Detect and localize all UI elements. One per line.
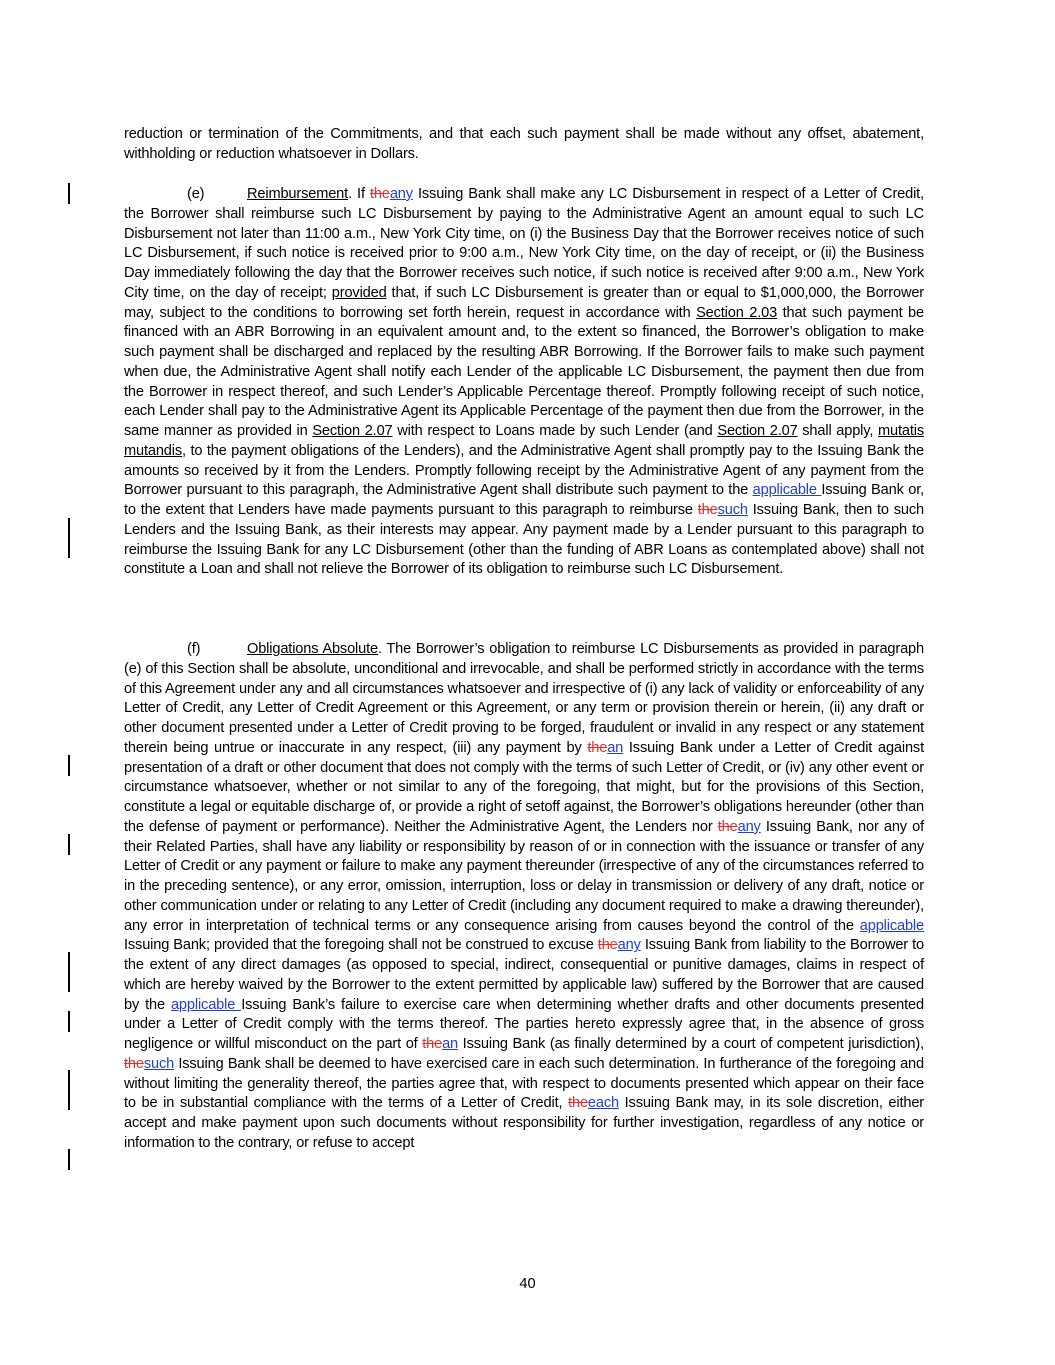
text-run: that, if such LC Disbursement is greater than or equal to $1,000,000, the Borrower may, subject to the conditions to borrowing set forth herein, request in accordance with <box>124 284 925 321</box>
defined-term: provided <box>331 284 387 301</box>
change-bar <box>68 952 70 992</box>
deleted-text: the <box>568 1095 588 1112</box>
change-bar <box>68 1011 70 1032</box>
inserted-text: applicable <box>752 482 822 499</box>
text-run: Issuing Bank, nor any of their Related Parties, shall have any liability or responsibility by reason of or in connection with the issuance or transfer of any Letter of Credit or any payment or failure to make any payment thereunder (irrespective of any of the circumstances referred to in the preceding sentence), or any error, omission, interruption, loss or delay in transmission or delivery of any draft, notice or other communication under or relating to any Letter of Credit (including any document required to make a drawing thereunder), any error in interpretation of technical terms or any consequence arising from causes beyond the control of the <box>124 818 924 934</box>
text-run: Issuing Bank under a Letter of Credit against presentation of a draft or other document that does not comply with the terms of such Letter of Credit, or (iv) any other event or circumstance whatsoever, whether or not similar to any of the foregoing, that might, but for the provisions of this Section, constitute a legal or equitable discharge of, or provide a right of setoff against, the Borrower’s obligations hereunder (other than the defense of payment or performance). Neither the Administrative Agent, the Lenders nor <box>124 739 924 835</box>
inserted-text: such <box>143 1055 175 1072</box>
section-reference: Section 2.07 <box>312 423 393 439</box>
text-run: Issuing Bank (as finally determined by a court of competent jurisdiction), <box>458 1036 924 1052</box>
deleted-text: the <box>717 818 738 835</box>
section-reference: Section 2.07 <box>717 423 798 439</box>
inserted-text: any <box>617 937 641 954</box>
section-reference: Section 2.03 <box>696 304 778 321</box>
deleted-text: the <box>422 1036 443 1052</box>
intro-paragraph: reduction or termination of the Commitments, and that each such payment shall be made without any offset, abatement, withholding or reduction whatsoever in Dollars. <box>124 126 924 162</box>
change-bar <box>68 834 70 855</box>
text-run: Issuing Bank may, in its sole discretion, either accept and make payment upon such documents without responsibility for further investigation, regardless of any notice or information to the contrary, or refuse to accept <box>124 1095 925 1151</box>
text-run: Issuing Bank from liability to the Borrower to the extent of any direct damages (as opposed to special, indirect, consequential or punitive damages, claims in respect of which are hereby waived by the Borrower to the extent permitted by applicable law) suffered by the Borrower that are caused by the <box>124 937 924 1013</box>
deleted-text: the <box>597 937 618 954</box>
section-label: (e) <box>187 186 205 202</box>
text-run: Issuing Bank’s failure to exercise care when determining whether drafts and other documents presented under a Letter of Credit comply with the terms thereof. The parties hereto expressly agree that, in the absence of gross negligence or willful misconduct on the part of <box>124 996 924 1052</box>
deleted-text: the <box>124 1055 144 1072</box>
text-run: Issuing Bank shall make any LC Disbursement in respect of a Letter of Credit, the Borrower shall reimburse such LC Disbursement by paying to the Administrative Agent an amount equal to such LC Disbursement not later than 11:00 a.m., New York City time, on (i) the Business Day that the Borrower receives notice of such LC Disbursement, if such notice is received prior to 9:00 a.m., New York City time, on the day of receipt, or (ii) the Business Day immediately following the day that the Borrower receives such notice, if such notice is received after 9:00 a.m., New York City time, on the day of receipt; <box>124 186 924 301</box>
inserted-text: each <box>587 1095 619 1112</box>
latin-term: mutandis <box>124 442 183 459</box>
text-run: . The Borrower’s obligation to reimburse LC Disbursements as provided in paragraph (e) of this Section shall be absolute, unconditional and irrevocable, and shall be performed strictly in accordance with the terms of this Agreement under any and all circumstances whatsoever and irrespective of (i) any lack of validity or enforceability of any Letter of Credit, any Letter of Credit Agreement or this Agreement, or any term or provision therein or herein, (ii) any draft or other document presented under a Letter of Credit proving to be forged, fraudulent or invalid in any respect or any statement therein being untrue or inaccurate in any respect, (iii) any payment by <box>124 641 924 756</box>
change-bar <box>68 1149 70 1170</box>
latin-term: mutatis <box>877 423 924 439</box>
change-bar <box>68 1070 70 1110</box>
inserted-text: such <box>717 502 748 518</box>
section-e-paragraph <box>124 185 924 580</box>
text-run: with respect to Loans made by such Lender (and <box>392 423 718 439</box>
inserted-text: applicable <box>859 917 924 934</box>
inserted-text: an <box>442 1036 459 1052</box>
text-run: Issuing Bank or, to the extent that Lenders have made payments pursuant to this paragraph to reimburse <box>124 482 924 518</box>
text-run: that such payment be financed with an ABR Borrowing in an equivalent amount and, to the extent so financed, the Borrower’s obligation to make such payment shall be discharged and replaced by the resulting ABR Borrowing. If the Borrower fails to make such payment when due, the Administrative Agent shall notify each Lender of the applicable LC Disbursement, the payment then due from the Borrower in respect thereof, and such Lender’s Applicable Percentage thereof. Promptly following receipt of such notice, each Lender shall pay to the Administrative Agent its Applicable Percentage of the payment then due from the Borrower, in the same manner as provided in <box>124 304 924 439</box>
deleted-text: the <box>587 739 608 756</box>
page-number: 40 <box>519 1276 536 1292</box>
section-f-paragraph <box>124 640 924 1154</box>
inserted-text: an <box>607 739 624 756</box>
text-run: shall apply, <box>797 423 878 439</box>
change-bar <box>68 183 70 204</box>
change-bar <box>68 518 70 558</box>
change-bar <box>68 755 70 776</box>
inserted-text: applicable <box>170 996 242 1013</box>
text-run: Issuing Bank, then to such Lenders and the Issuing Bank, as their interests may appear. Any payment made by a Lender pursuant to this paragraph to reimburse the Issuing Bank for any LC Disbursement (other than the funding of ABR Loans as contemplated above) shall not constitute a Loan and shall not relieve the Borrower of its obligation to reimburse such LC Disbursement. <box>124 502 924 578</box>
deleted-text: the <box>697 502 718 518</box>
text-run: , to the payment obligations of the Lenders), and the Administrative Agent shall promptly pay to the Issuing Bank the amounts so received by it from the Lenders. Promptly following receipt by the Administrative Agent of any payment from the Borrower pursuant to this paragraph, the Administrative Agent shall distribute such payment to the <box>124 442 924 499</box>
section-heading: Obligations Absolute <box>247 641 378 657</box>
inserted-text: any <box>389 186 413 202</box>
text-run: Issuing Bank shall be deemed to have exercised care in each such determination. In furtherance of the foregoing and without limiting the generality thereof, the parties agree that, with respect to documents presented which appear on their face to be in substantial compliance with the terms of a Letter of Credit, <box>124 1055 924 1112</box>
text-run: Issuing Bank; provided that the foregoing shall not be construed to excuse <box>124 937 598 954</box>
section-label: (f) <box>187 641 201 657</box>
deleted-text: the <box>369 186 390 202</box>
text-run: . If <box>348 186 370 202</box>
section-heading: Reimbursement <box>247 186 349 202</box>
inserted-text: any <box>737 818 761 835</box>
